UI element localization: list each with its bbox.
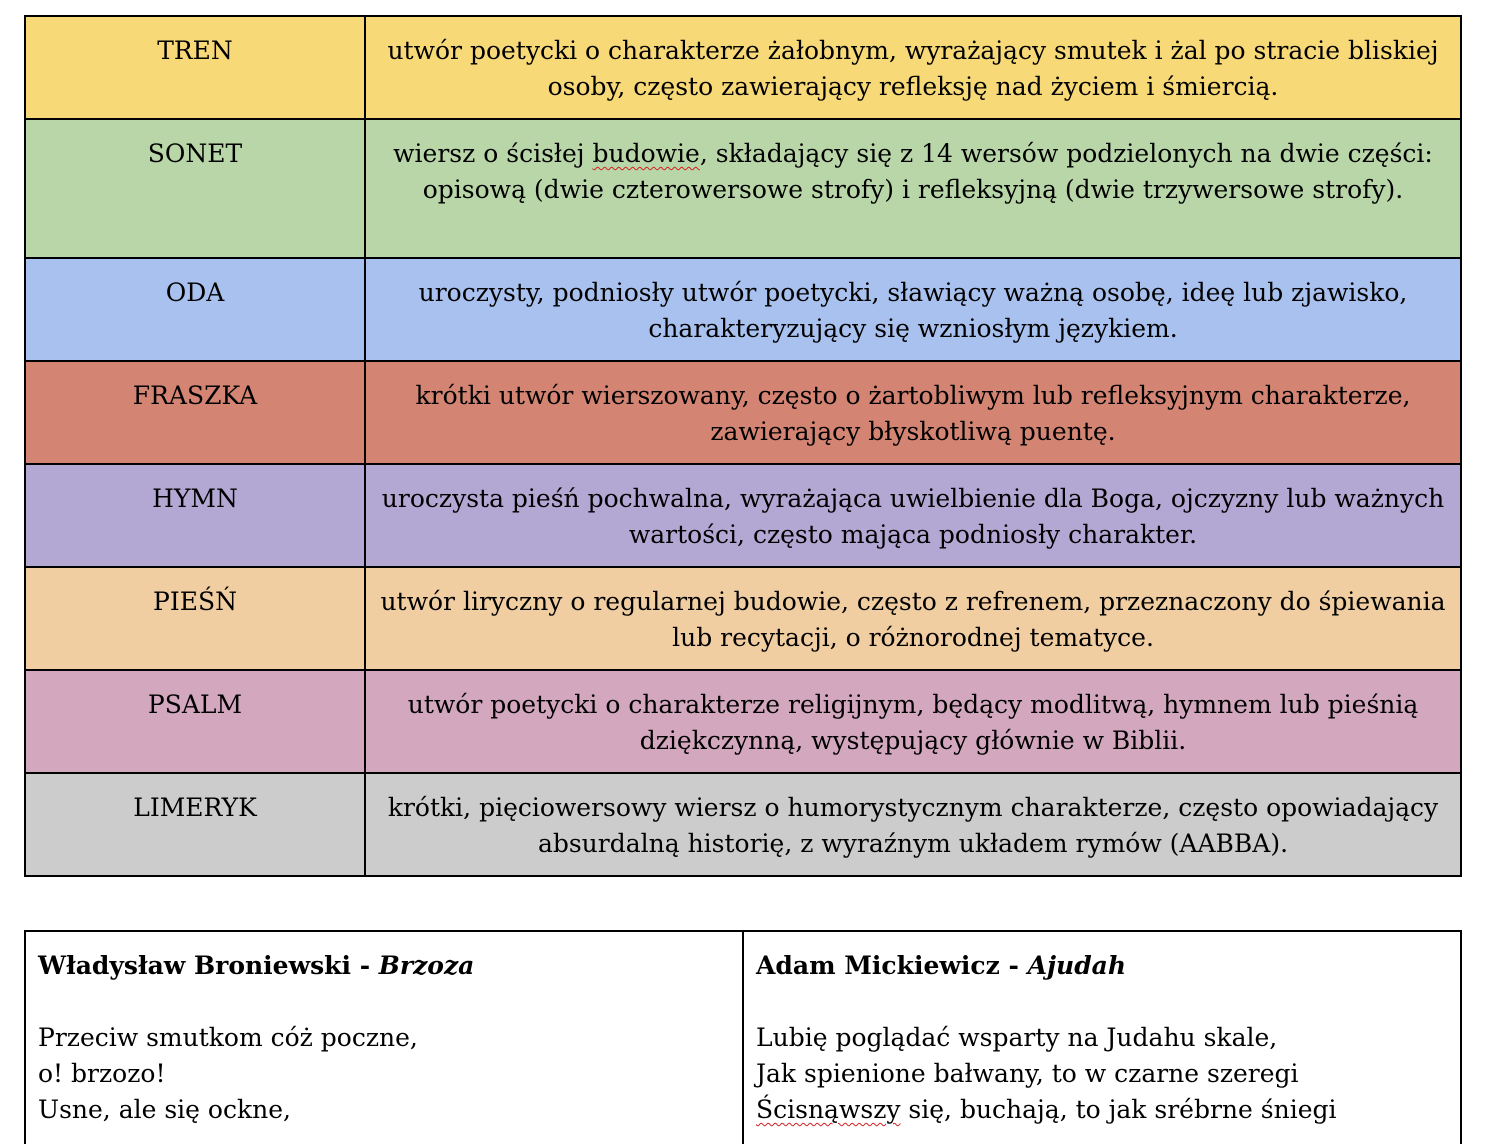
term-name: SONET	[25, 119, 365, 258]
poem-line: o! brzozo!	[38, 1059, 166, 1088]
poem-title: Adam Mickiewicz - Ajudah	[756, 951, 1127, 980]
term-row-tren	[25, 16, 1461, 119]
term-name: FRASZKA	[25, 361, 365, 464]
term-definition: krótki, pięciowersowy wiersz o humorystycznym charakterze, często opowiadający absurdalną historię, z wyraźnym układem rymów (AABBA).	[365, 773, 1461, 876]
term-row-oda	[25, 258, 1461, 361]
term-name: TREN	[25, 16, 365, 119]
term-row-psalm	[25, 670, 1461, 773]
term-row-hymn	[25, 464, 1461, 567]
poem-line: Usne, ale się ockne,	[38, 1095, 291, 1124]
term-definition: uroczysta pieśń pochwalna, wyrażająca uwielbienie dla Boga, ojczyzny lub ważnych wartości, często mająca podniosły charakter.	[365, 464, 1461, 567]
misspelled-word[interactable]: budowie	[592, 139, 700, 168]
term-row-sonet	[25, 119, 1461, 258]
term-name: ODA	[25, 258, 365, 361]
poem-cell-ajudah	[743, 931, 1461, 1144]
definition-text: wiersz o ścisłej	[393, 139, 593, 168]
term-definition: utwór poetycki o charakterze żałobnym, wyrażający smutek i żal po stracie bliskiej osoby, często zawierający refleksję nad życiem i śmiercią.	[365, 16, 1461, 119]
definition-text: , składający się z 14 wersów podzielonych na dwie części: opisową (dwie czterowersowe strofy) i refleksyjną (dwie trzywersowe strofy).	[422, 139, 1433, 204]
poems-table	[24, 930, 1462, 1144]
term-row-fraszka	[25, 361, 1461, 464]
term-definition: uroczysty, podniosły utwór poetycki, sławiący ważną osobę, ideę lub zjawisko, charakteryzujący się wzniosłym językiem.	[365, 258, 1461, 361]
term-row-limeryk	[25, 773, 1461, 876]
term-definition	[365, 119, 1461, 258]
poem-title: Władysław Broniewski - Brzoza	[38, 951, 475, 980]
poem-cell-brzoza	[25, 931, 743, 1144]
term-definition: utwór poetycki o charakterze religijnym, będący modlitwą, hymnem lub pieśnią dziękczynną, występujący głównie w Biblii.	[365, 670, 1461, 773]
literary-terms-table	[24, 15, 1462, 877]
poem-line: Ścisnąwszy się, buchają, to jak srébrne śniegi	[756, 1095, 1337, 1124]
term-name: PSALM	[25, 670, 365, 773]
term-name: HYMN	[25, 464, 365, 567]
poem-line: Jak spienione bałwany, to w czarne szeregi	[756, 1059, 1299, 1088]
term-row-pieśń	[25, 567, 1461, 670]
term-name: LIMERYK	[25, 773, 365, 876]
poem-line: Lubię poglądać wsparty na Judahu skale,	[756, 1023, 1278, 1052]
term-name: PIEŚŃ	[25, 567, 365, 670]
term-definition: utwór liryczny o regularnej budowie, często z refrenem, przeznaczony do śpiewania lub recytacji, o różnorodnej tematyce.	[365, 567, 1461, 670]
term-definition: krótki utwór wierszowany, często o żartobliwym lub refleksyjnym charakterze, zawierający błyskotliwą puentę.	[365, 361, 1461, 464]
misspelled-word[interactable]: Ścisnąwszy	[756, 1095, 901, 1124]
poem-line: Przeciw smutkom cóż poczne,	[38, 1023, 418, 1052]
